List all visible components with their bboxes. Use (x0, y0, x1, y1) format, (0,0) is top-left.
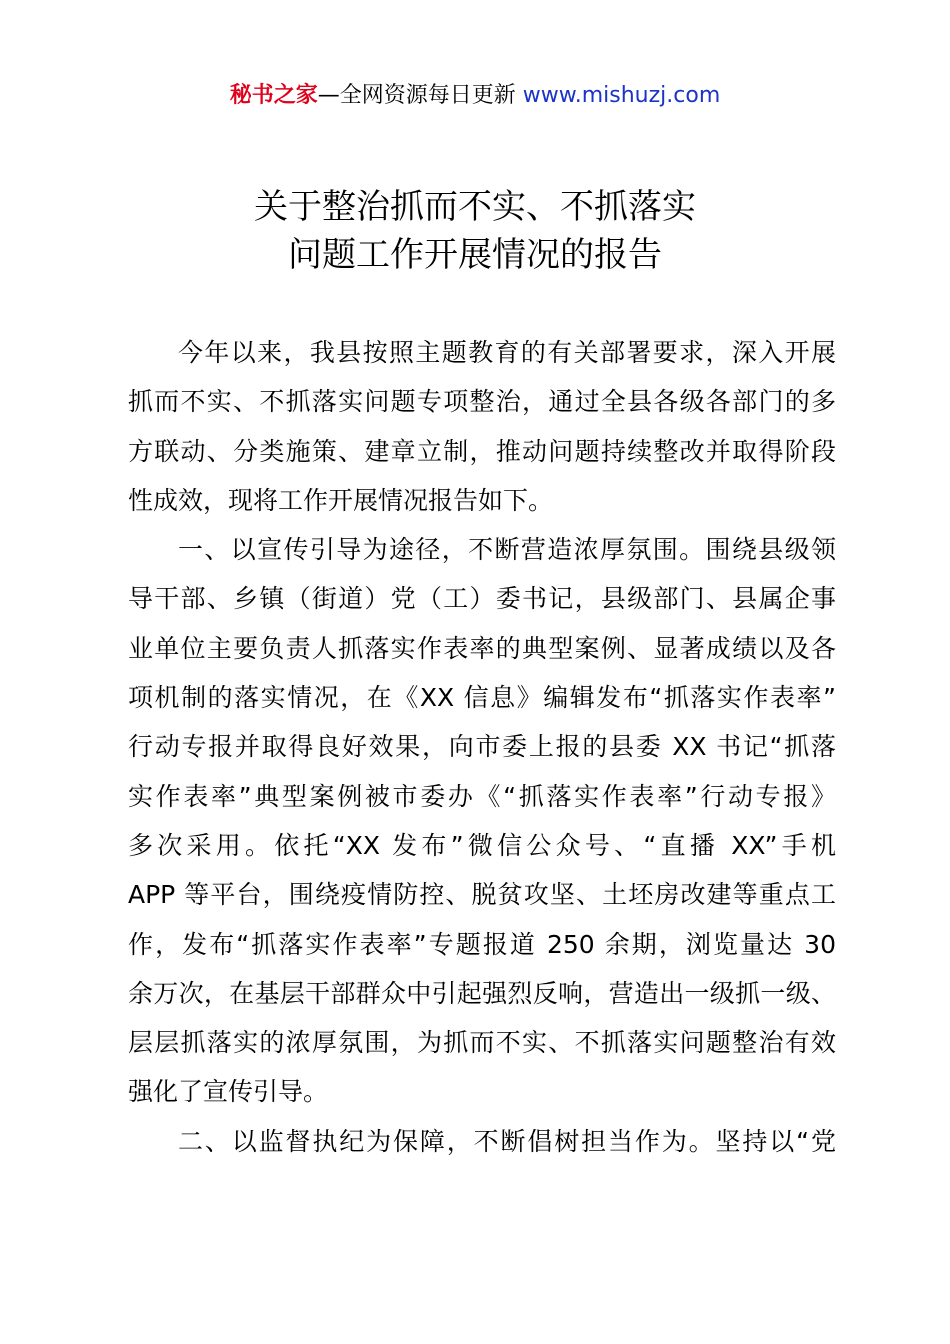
paragraph-line: 二、以监督执纪为保障，不断倡树担当作为。坚持以“党 (178, 1126, 836, 1156)
paragraph-line: 项机制的落实情况，在《XX 信息》编辑发布“抓落实作表率” (128, 683, 836, 713)
site-slogan: —全网资源每日更新 (317, 83, 523, 108)
paragraph-line: 抓而不实、不抓落实问题专项整治，通过全县各级各部门的多 (128, 387, 836, 417)
site-header (0, 80, 950, 112)
paragraph-line: 今年以来，我县按照主题教育的有关部署要求，深入开展 (178, 338, 836, 367)
site-url-link[interactable]: www.mishuzj.com (522, 83, 721, 108)
paragraph-line: APP 等平台，围绕疫情防控、脱贫攻坚、土坯房改建等重点工 (128, 880, 836, 910)
title-line-1: 关于整治抓而不实、不抓落实 (254, 187, 696, 227)
paragraph-line: 业单位主要负责人抓落实作表率的典型案例、显著成绩以及各 (128, 633, 836, 663)
paragraph-line: 多次采用。依托“XX 发布”微信公众号、“直播 XX”手机 (128, 830, 836, 860)
document-body (128, 328, 836, 1166)
paragraph-line: 性成效，现将工作开展情况报告如下。 (128, 485, 554, 515)
title-line-2: 问题工作开展情况的报告 (288, 235, 662, 275)
paragraph-line: 强化了宣传引导。 (128, 1077, 329, 1107)
site-brand: 秘书之家 (229, 83, 318, 108)
paragraph-line: 方联动、分类施策、建章立制，推动问题持续整改并取得阶段 (128, 436, 836, 466)
paragraph-line: 层层抓落实的浓厚氛围，为抓而不实、不抓落实问题整治有效 (128, 1028, 836, 1058)
document-title (0, 183, 950, 279)
paragraph-line: 实作表率”典型案例被市委办《“抓落实作表率”行动专报》 (128, 781, 836, 811)
paragraph-line: 一、以宣传引导为途径，不断营造浓厚氛围。围绕县级领 (178, 535, 836, 565)
paragraph-line: 作，发布“抓落实作表率”专题报道 250 余期，浏览量达 30 (128, 929, 836, 959)
paragraph-line: 导干部、乡镇（街道）党（工）委书记，县级部门、县属企事 (128, 584, 836, 614)
paragraph-line: 行动专报并取得良好效果，向市委上报的县委 XX 书记“抓落 (128, 732, 836, 762)
paragraph-line: 余万次，在基层干部群众中引起强烈反响，营造出一级抓一级、 (128, 978, 836, 1008)
